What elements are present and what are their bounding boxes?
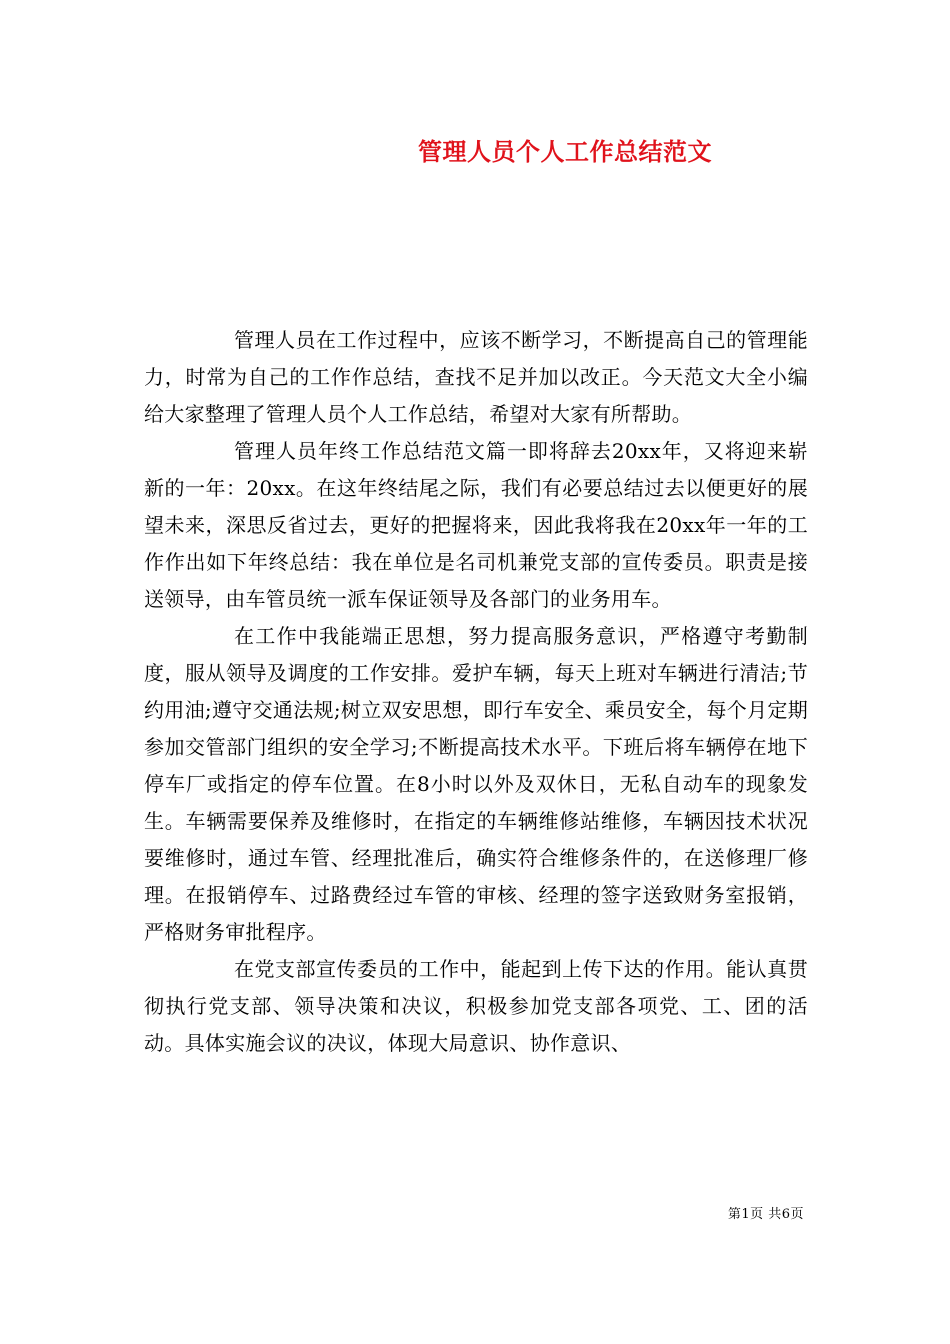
paragraph-year-end-summary: 管理人员年终工作总结范文篇一即将辞去20xx年，又将迎来崭新的一年：20xx。在这年终结尾之际，我们有必要总结过去以便更好的展望未来，深思反省过去，更好的把握将来，因此我将我在20xx年一年的工作作出如下年终总结：我在单位是名司机兼党支部的宣传委员。职责是接送领导，由车管员统一派车保证领导及各部门的业务用车。 bbox=[144, 439, 808, 611]
document-title: 管理人员个人工作总结范文 bbox=[418, 137, 712, 166]
paragraph-party-work: 在党支部宣传委员的工作中，能起到上传下达的作用。能认真贯彻执行党支部、领导决策和决议，积极参加党支部各项党、工、团的活动。具体实施会议的决议，体现大局意识、协作意识、 bbox=[144, 957, 808, 1055]
paragraph-intro: 管理人员在工作过程中，应该不断学习，不断提高自己的管理能力，时常为自己的工作作总结，查找不足并加以改正。今天范文大全小编给大家整理了管理人员个人工作总结，希望对大家有所帮助。 bbox=[144, 328, 808, 426]
page-number-footer: 第1页 共6页 bbox=[727, 1207, 804, 1222]
document-body bbox=[144, 322, 808, 1062]
paragraph-work-duties: 在工作中我能端正思想，努力提高服务意识，严格遵守考勤制度，服从领导及调度的工作安排。爱护车辆，每天上班对车辆进行清洁;节约用油;遵守交通法规;树立双安思想，即行车安全、乘员安全，每个月定期参加交管部门组织的安全学习;不断提高技术水平。下班后将车辆停在地下停车厂或指定的停车位置。在8小时以外及双休日，无私自动车的现象发生。车辆需要保养及维修时，在指定的车辆维修站维修，车辆因技术状况要维修时，通过车管、经理批准后，确实符合维修条件的，在送修理厂修理。在报销停车、过路费经过车管的审核、经理的签字送致财务室报销，严格财务审批程序。 bbox=[144, 624, 808, 944]
